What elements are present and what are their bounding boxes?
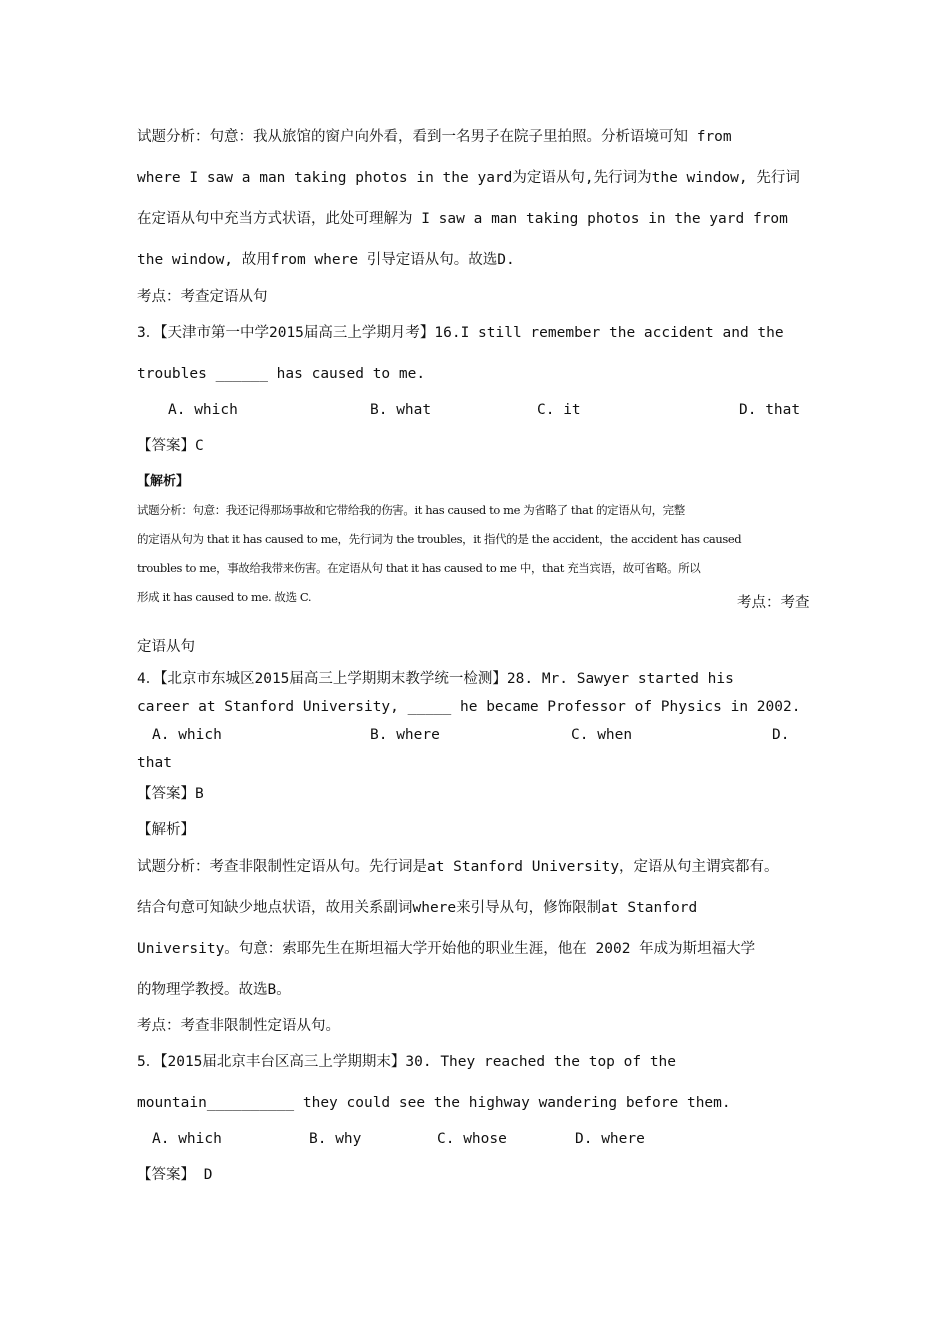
q3-stem-line-1: 3．【天津市第一中学2015届高三上学期月考】16.I still remember the accident and the [137,325,784,341]
q4-option-a: A. which [152,727,222,743]
q4-option-b: B. where [370,727,440,743]
q5-stem-line-2: mountain__________ they could see the highway wandering before them. [137,1095,731,1111]
q4-analysis-line-4: 的物理学教授。故选B。 [137,982,291,998]
q3-analysis-line-4: 形成 it has caused to me. 故选 C. [137,590,312,604]
q4-option-d: D. [772,727,790,743]
q3-analysis-line-3: troubles to me，事故给我带来伤害。在定语从句 that it has caused to me 中，that 充当宾语，故可省略。所以 [137,561,701,575]
q4-option-c: C. when [571,727,633,743]
q5-option-d: D. where [575,1131,645,1147]
q4-stem-line-2: career at Stanford University, _____ he became Professor of Physics in 2002. [137,699,801,715]
q5-option-b: B. why [309,1131,362,1147]
q3-option-b: B. what [370,402,432,418]
q3-option-d: D. that [739,402,801,418]
q3-stem-line-2: troubles ______ has caused to me. [137,366,426,382]
q5-option-a: A. which [152,1131,222,1147]
q3-point-end: 定语从句 [137,639,195,655]
q4-analysis-line-3: University。句意：索耶先生在斯坦福大学开始他的职业生涯，他在 2002 年成为斯坦福大学 [137,941,756,957]
q4-stem-line-1: 4．【北京市东城区2015届高三上学期期末教学统一检测】28. Mr. Sawyer started his [137,671,734,687]
q4-analysis-label: 【解析】 [137,822,195,838]
q2-analysis-line-3: 在定语从句中充当方式状语，此处可理解为 I saw a man taking photos in the yard from [137,211,788,227]
q4-point: 考点：考查非限制性定语从句。 [137,1018,340,1034]
q2-point: 考点：考查定语从句 [137,289,268,305]
q3-point-start: 考点：考查 [737,595,810,611]
q4-analysis-line-1: 试题分析：考查非限制性定语从句。先行词是at Stanford University，定语从句主谓宾都有。 [137,859,779,875]
q2-analysis-line-2: where I saw a man taking photos in the yard为定语从句,先行词为the window, 先行词 [137,170,800,186]
q5-option-c: C. whose [437,1131,507,1147]
q3-analysis-line-1: 试题分析：句意：我还记得那场事故和它带给我的伤害。it has caused to me 为省略了 that 的定语从句，完整 [137,503,685,517]
q4-answer: 【答案】B [137,786,204,802]
q2-analysis-line-1: 试题分析：句意：我从旅馆的窗户向外看，看到一名男子在院子里拍照。分析语境可知 from [137,129,732,145]
q4-analysis-line-2: 结合句意可知缺少地点状语，故用关系副词where来引导从句，修饰限制at Stanford [137,900,698,916]
q3-analysis-line-2: 的定语从句为 that it has caused to me，先行词为 the troubles，it 指代的是 the accident，the accident has caused [137,532,742,546]
q4-option-d-text: that [137,755,172,771]
q5-stem-line-1: 5．【2015届北京丰台区高三上学期期末】30. They reached the top of the [137,1054,677,1070]
q3-option-a: A. which [168,402,238,418]
q3-answer: 【答案】C [137,438,204,454]
q2-analysis-line-4: the window, 故用from where 引导定语从句。故选D. [137,252,515,268]
q3-analysis-label: 【解析】 [137,474,190,489]
q3-option-c: C. it [537,402,581,418]
q5-answer: 【答案】 D [137,1167,213,1183]
